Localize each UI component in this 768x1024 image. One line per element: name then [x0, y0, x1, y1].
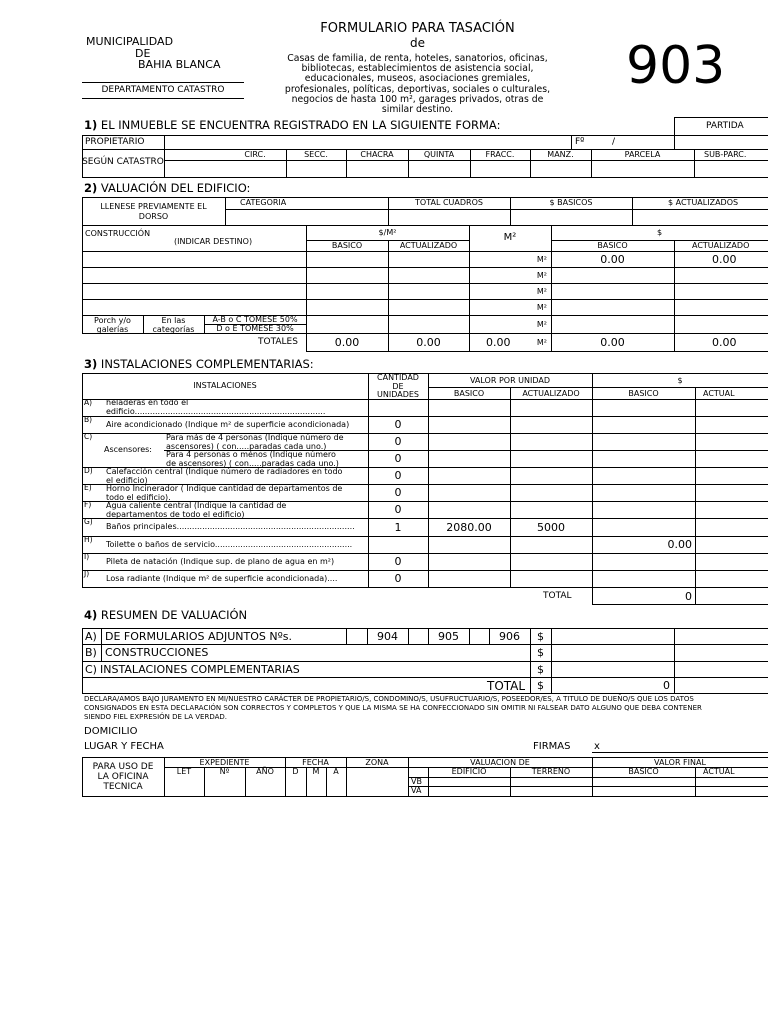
fecha-header: FECHA	[302, 758, 329, 767]
dollar-header-s3: $	[677, 376, 683, 385]
lugar-fecha-label: LUGAR Y FECHA	[84, 741, 164, 752]
numero-header: Nº	[219, 767, 230, 776]
resumen-total-label: TOTAL	[487, 679, 526, 693]
domicilio-label: DOMICILIO	[84, 726, 138, 737]
banos-valor-basico: 2080.00	[446, 521, 492, 534]
valor-final-header: VALOR FINAL	[654, 758, 706, 767]
section3-title: 3) INSTALACIONES COMPLEMENTARIAS:	[84, 357, 314, 371]
installation-item-e: Horno Incinerador ( Indique cantidad de departamentos de todo el edificio).	[106, 484, 343, 502]
section2-title: 2) VALUACIÓN DEL EDIFICIO:	[84, 181, 251, 195]
installation-item-a: heladeras en todo el edificio...........................................................................	[106, 398, 326, 416]
llenese-note: LLENESE PREVIAMENTE EL DORSO	[100, 202, 207, 221]
valuacion-de-header: VALUACION DE	[470, 758, 530, 767]
total-dollar-actual: 0.00	[712, 336, 737, 349]
resumen-total-value: 0	[663, 679, 670, 692]
form-number: 903	[626, 36, 726, 96]
section4-title: 4) RESUMEN DE VALUACIÓN	[84, 608, 248, 622]
de-note: D o E TOMESE 30%	[216, 324, 294, 333]
zona-header: ZONA	[365, 758, 389, 767]
form-description: Casas de familia, de renta, hoteles, sanatorios, oficinas, bibliotecas, establecimientos de asistencia social, educacionales, museos, asociaciones gremiales, profesionales, políticas, deportivas, sociales o culturales, negocios de hasta 100 m², garages privados, otras de similar destino.	[284, 53, 551, 116]
form-title: FORMULARIO PARA TASACIÓN	[320, 21, 515, 36]
basicos-label: $ BASICOS	[549, 198, 593, 207]
folio-label: Fº	[575, 137, 585, 147]
basico-dollar-header: BASICO	[597, 241, 628, 250]
actualizados-label: $ ACTUALIZADOS	[668, 198, 739, 207]
indicar-destino-label: (INDICAR DESTINO)	[174, 237, 253, 246]
ano-header: AÑO	[256, 767, 274, 776]
resumen-instalaciones-label: INSTALACIONES COMPLEMENTARIAS	[100, 663, 300, 676]
installation-item-d: Calefacción central (Indique número de radiadores en todo el edificio)	[106, 467, 343, 485]
section1-title: 1) EL INMUEBLE SE ENCUENTRA REGISTRADO EN LA SIGUIENTE FORMA:	[84, 118, 501, 132]
edificio-header: EDIFICIO	[451, 767, 487, 776]
let-header: LET	[176, 767, 192, 776]
muni-line1: MUNICIPALIDAD	[86, 35, 174, 48]
ascensores-label: Ascensores:	[104, 445, 152, 454]
para-uso-oficina: PARA USO DE LA OFICINA TECNICA	[92, 762, 154, 792]
muni-line2: DE	[135, 47, 151, 60]
resumen-construcciones-label: CONSTRUCCIONES	[105, 646, 209, 659]
actual-dollar-header-s3: ACTUAL	[703, 389, 735, 398]
installation-item-f: Agua caliente central (Indique la cantidad de departamentos de todo el edificio)	[106, 501, 287, 519]
partida-label: PARTIDA	[706, 121, 744, 131]
terreno-header: TERRENO	[531, 767, 571, 776]
department-label: DEPARTAMENTO CATASTRO	[101, 85, 225, 95]
abc-note: A-B o C TOMESE 50%	[212, 315, 298, 324]
firmas-label: FIRMAS	[533, 741, 571, 752]
basico-header-s3: BASICO	[453, 389, 485, 398]
mes-header: M	[312, 767, 320, 776]
total-actualizado: 0.00	[416, 336, 441, 349]
installation-item-c1: Para más de 4 personas (Indique número de ascensores) ( con.....paradas cada uno.)	[166, 433, 344, 451]
signature-x-mark: x	[594, 741, 600, 752]
actualizado-header: ACTUALIZADO	[399, 241, 458, 250]
total-dollar-basico: 0.00	[600, 336, 625, 349]
muni-line3: BAHIA BLANCA	[138, 58, 221, 71]
en-las-categorias-label: En las categorías	[152, 316, 195, 334]
s3-total-label: TOTAL	[543, 591, 572, 601]
anio-short-header: A	[333, 767, 339, 776]
form-ref-904: 904	[377, 630, 398, 643]
banos-valor-actualizado: 5000	[537, 521, 565, 534]
total-m2: 0.00	[486, 336, 511, 349]
expediente-header: EXPEDIENTE	[199, 758, 250, 767]
dollar-header: $	[656, 228, 663, 237]
cantidad-header: CANTIDAD DE UNIDADES	[377, 373, 419, 399]
form-ref-905: 905	[438, 630, 459, 643]
total-basico: 0.00	[334, 336, 360, 349]
installation-item-b: Aire acondicionado (Indique m² de superficie acondicionada)	[106, 420, 350, 429]
toilette-dollar-basico: 0.00	[667, 538, 692, 551]
dia-header: D	[292, 767, 299, 776]
actual-final-header: ACTUAL	[703, 767, 735, 776]
porch-label: Porch y/o galerías	[94, 316, 131, 334]
s3-total-value: 0	[685, 590, 692, 603]
basico-final-header: BASICO	[628, 767, 659, 776]
row1-dollar-actual: 0.00	[712, 253, 737, 266]
vb-label: VB	[411, 777, 422, 786]
va-label: VA	[411, 786, 422, 795]
categoria-label: CATEGORIA	[240, 198, 287, 207]
installation-item-g: Baños principales......................................................................	[106, 522, 355, 531]
installation-item-j: Losa radiante (Indique m² de superficie acondicionada)....	[106, 574, 338, 583]
folio-slash: /	[612, 137, 616, 147]
actualizado-dollar-header: ACTUALIZADO	[692, 241, 750, 250]
segun-catastro-label: SEGÚN CATASTRO	[82, 157, 164, 167]
actualizado-header-s3: ACTUALIZADO	[522, 389, 580, 398]
form-ref-906: 906	[499, 630, 520, 643]
basico-dollar-header-s3: BASICO	[628, 389, 659, 398]
basico-header: BASICO	[331, 241, 363, 250]
propietario-label: PROPIETARIO	[85, 137, 145, 147]
sworn-declaration: DECLARA/AMOS BAJO JURAMENTO EN MI/NUESTRO CARÁCTER DE PROPIETARIO/S, CONDOMINO/S, USUFRUCTUARIO/S, POSEEDOR/ES, A TITULO DE DUEÑO/S QUE LOS DATOS CONSIGNADOS EN ESTA DECLARACIÓN SON CORRECTOS Y COMPLETOS Y QUE LA MISMA SE HA CONFECCIONADO SIN OMITIR NI FALSEAR DATO ALGUNO QUE DEBA CONTENER SIENDO FIEL EXPRESIÓN DE LA VERDAD.	[84, 695, 702, 721]
installation-item-c2: Para 4 personas o ménos (Indique número de ascensores) ( con.....paradas cada uno.)	[166, 450, 339, 468]
per-m2-label: $/M²	[378, 228, 397, 237]
instalaciones-header: INSTALACIONES	[193, 381, 257, 390]
construccion-label: CONSTRUCCIÓN	[85, 229, 151, 238]
valor-unidad-header: VALOR POR UNIDAD	[469, 376, 551, 385]
row1-dollar-basico: 0.00	[600, 253, 625, 266]
form-title-de: de	[410, 36, 425, 50]
total-cuadros-label: TOTAL CUADROS	[415, 198, 483, 207]
installation-item-h: Toilette o baños de servicio......................................................	[106, 540, 353, 549]
totales-label: TOTALES	[258, 337, 298, 347]
m2-header: M²	[503, 232, 517, 243]
installation-item-i: Pileta de natación (Indique sup. de plano de agua en m²)	[106, 557, 335, 566]
resumen-formularios-label: DE FORMULARIOS ADJUNTOS Nºs.	[105, 630, 293, 643]
